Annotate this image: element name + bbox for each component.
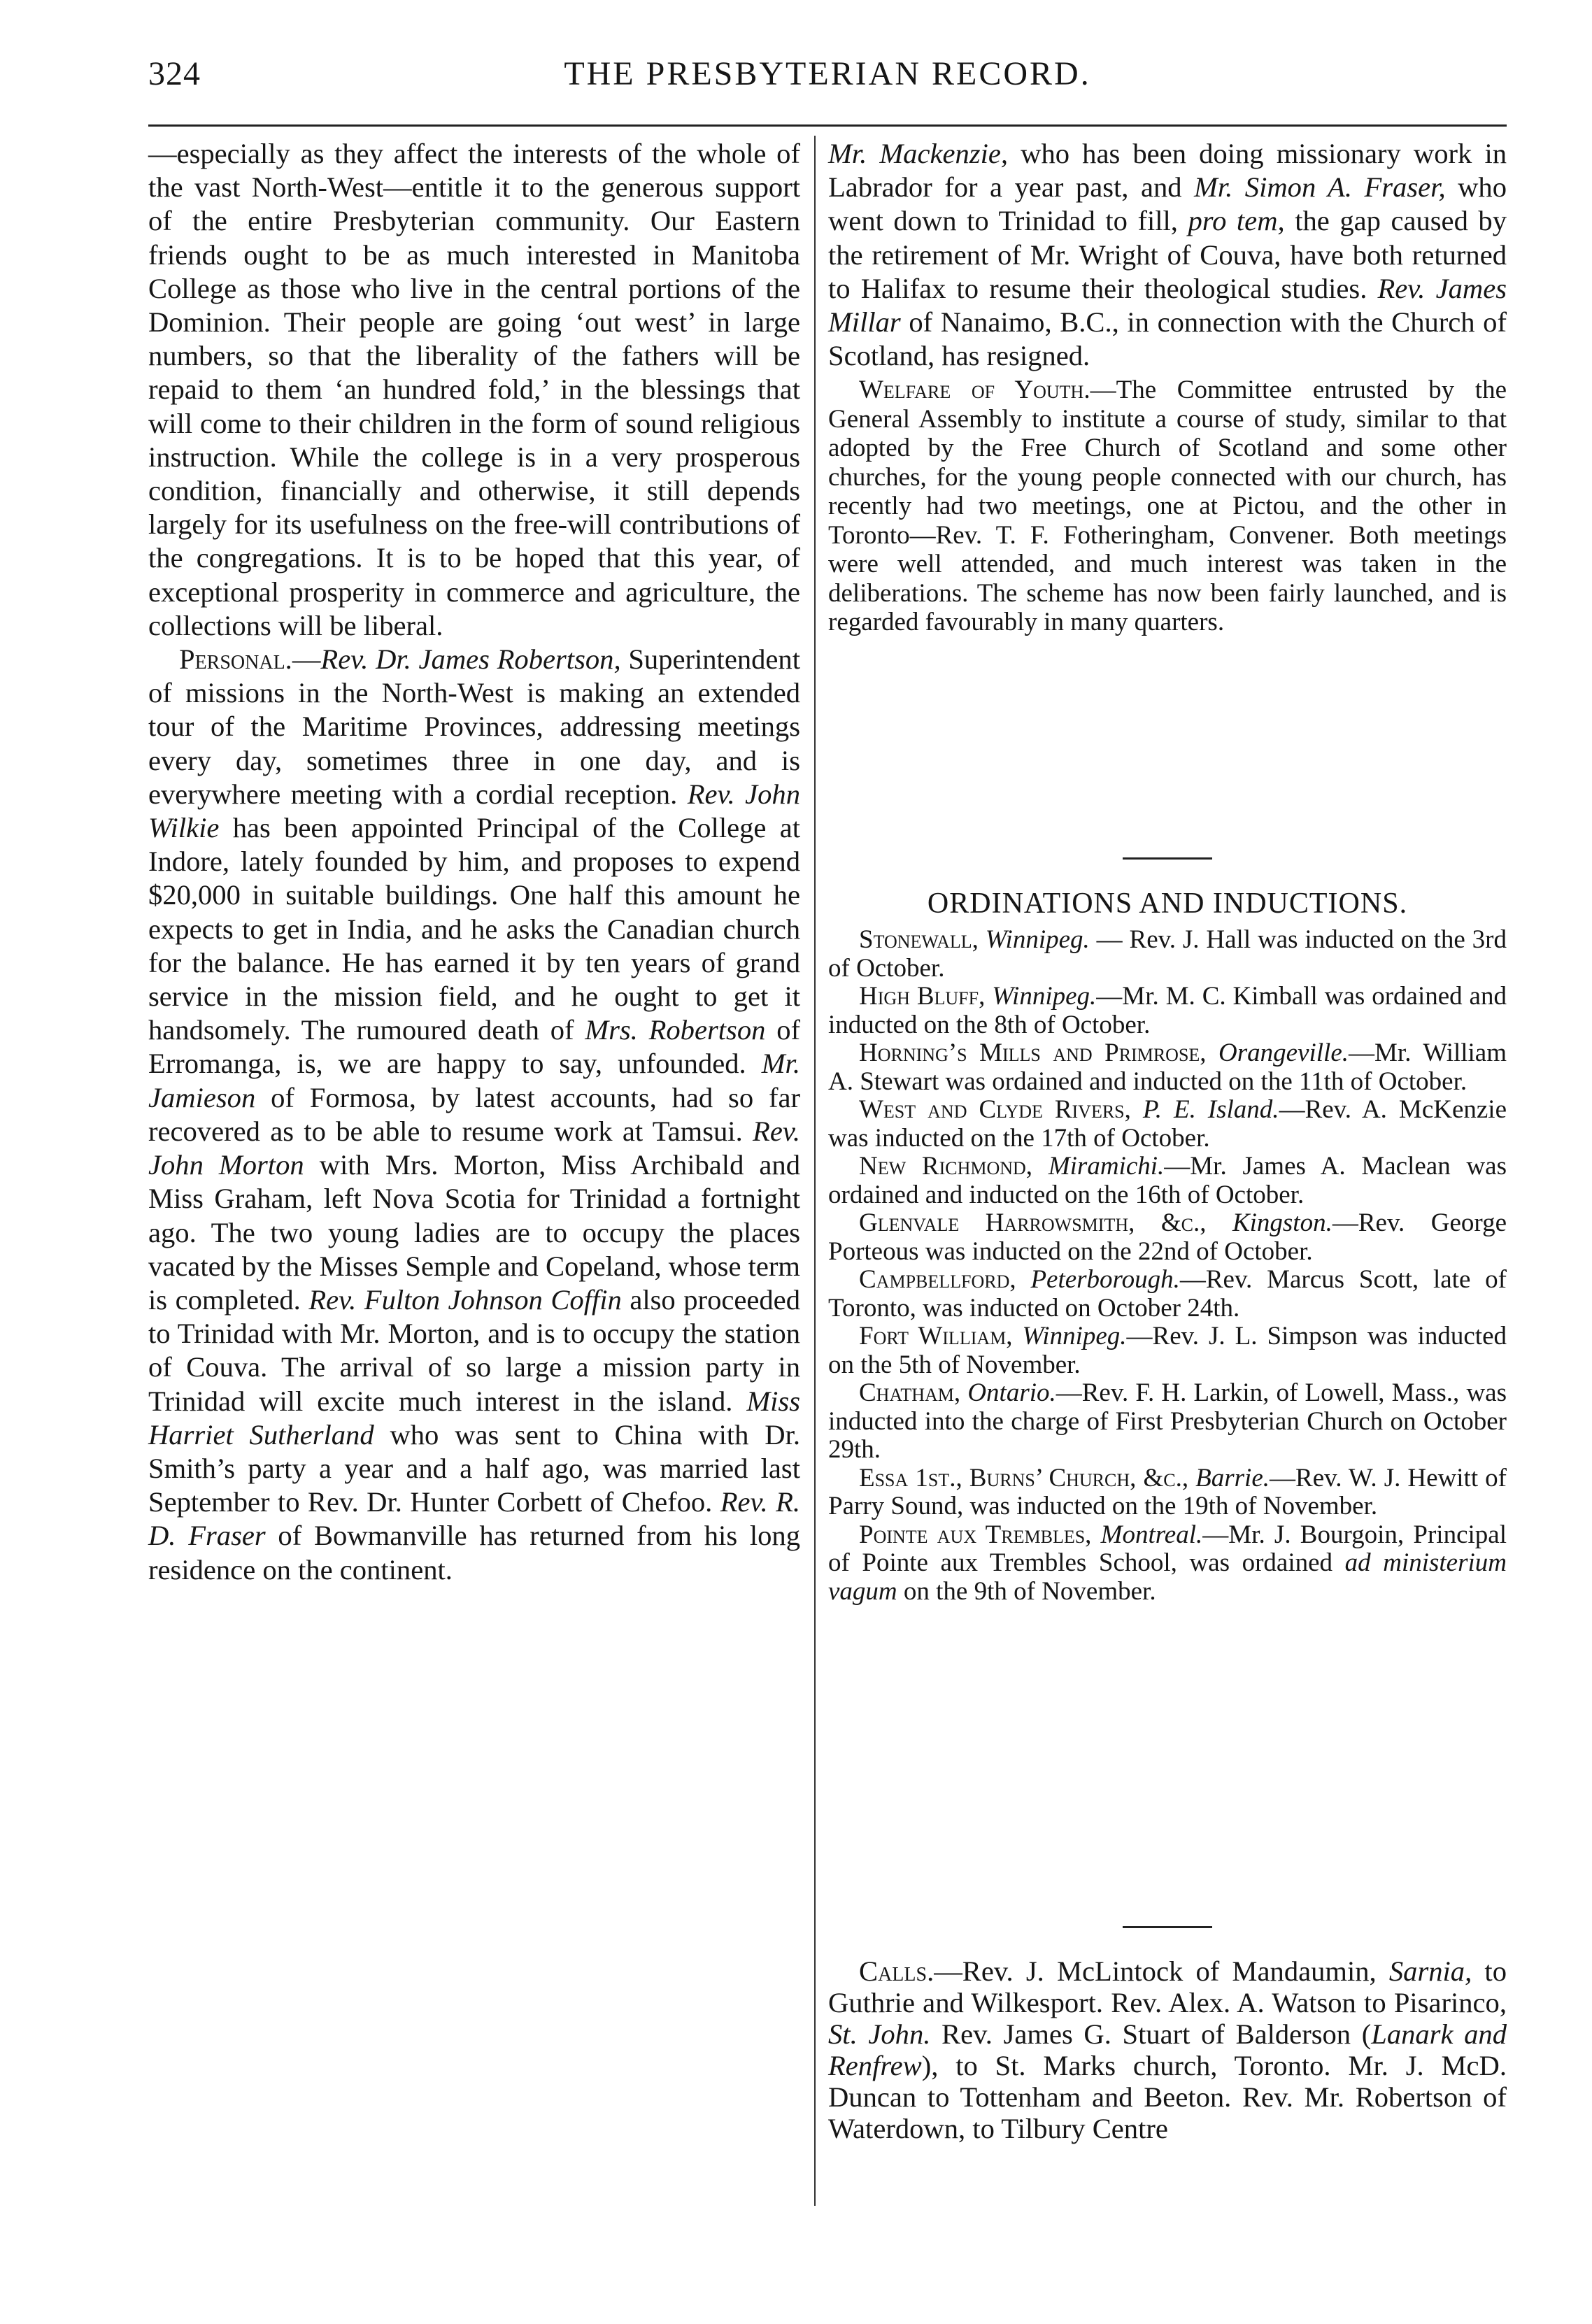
ordination-text: —Mr. William A. Stewart was ordained and inducted on the 11th of October. bbox=[828, 1039, 1507, 1096]
personal-name-coffin: Rev. Fulton Johnson Coffin bbox=[308, 1283, 622, 1316]
personal-name-fraser: Rev. R. D. Fraser bbox=[148, 1486, 801, 1552]
ordination-item bbox=[828, 1039, 1507, 1096]
ordination-text: —Rev. J. L. Simpson was inducted on the 5th of November. bbox=[828, 1322, 1507, 1379]
personal-name-morton: Rev. John Morton bbox=[148, 1115, 800, 1181]
ordination-presbytery: P. E. Island. bbox=[1142, 1095, 1279, 1124]
welfare-paragraph bbox=[828, 376, 1507, 637]
continuation-text: who went down to Trinidad to fill, bbox=[828, 171, 1507, 237]
ordination-text: —Rev. W. J. Hewitt of Parry Sound, was inducted on the 19th of November. bbox=[828, 1463, 1507, 1520]
ordination-place: Fort William, bbox=[859, 1322, 1013, 1350]
personal-text: also proceeded to Trinidad with Mr. Morton, and is to occupy the station of Couva. The arrival of so large a mission party in Trinidad will excite much interest in the island. bbox=[148, 1283, 800, 1417]
name-millar: Rev. James Millar bbox=[828, 272, 1507, 338]
ordination-item bbox=[828, 1266, 1507, 1323]
personal-text: who was sent to China with Dr. Smith’s party a year and a half ago, was married last September to Rev. Dr. Hunter Corbett of Chefoo. bbox=[148, 1418, 800, 1518]
calls-text: —Rev. J. McLintock of Mandaumin, bbox=[934, 1955, 1389, 1987]
ordination-place: Chatham, bbox=[859, 1378, 961, 1407]
personal-heading: Personal. bbox=[179, 643, 292, 676]
welfare-heading: Welfare of Youth. bbox=[859, 376, 1090, 405]
calls-text: to Guthrie and Wilkesport. Rev. Alex. A. Watson to Pisarinco, bbox=[828, 1955, 1507, 2018]
ordination-place: Campbellford, bbox=[859, 1265, 1016, 1294]
section-rule bbox=[1123, 1926, 1212, 1928]
ordination-text: —Mr. M. C. Kimball was ordained and inducted on the 8th of October. bbox=[828, 982, 1507, 1039]
continuation-text: of Nanaimo, B.C., in connection with the Church of Scotland, has resigned. bbox=[828, 306, 1507, 372]
calls-text: Rev. James G. Stuart of Balderson ( bbox=[930, 2018, 1372, 2050]
personal-name-sutherland: Miss Harriet Sutherland bbox=[148, 1385, 800, 1450]
column-divider bbox=[814, 136, 816, 2206]
ordination-presbytery: Kingston. bbox=[1232, 1209, 1332, 1237]
personal-name-wilkie: Rev. John Wilkie bbox=[148, 778, 800, 844]
right-top-block bbox=[828, 137, 1507, 637]
ordinations-section bbox=[828, 885, 1507, 1606]
left-column bbox=[148, 137, 800, 1587]
ordination-presbytery: Miramichi. bbox=[1048, 1152, 1165, 1181]
ordination-place: Glenvale Harrowsmith, &c., bbox=[859, 1209, 1207, 1237]
journal-title: THE PRESBYTERIAN RECORD. bbox=[564, 55, 1091, 92]
ordination-presbytery: Orangeville. bbox=[1218, 1039, 1349, 1067]
page-header bbox=[148, 50, 1507, 106]
personal-text: has been appointed Principal of the College at Indore, lately founded by him, and proposes to expend $20,000 in suitable buildings. One half this amount he expects to get in India, and he asks the Canadian church for the balance. He has earned it by ten years of grand service in the mission field, and he ought to get it handsomely. The rumoured death of bbox=[148, 812, 800, 1046]
ordination-presbytery: Barrie. bbox=[1195, 1463, 1270, 1492]
ordination-presbytery: Winnipeg. bbox=[992, 982, 1097, 1011]
calls-presbytery: Lanark and Renfrew bbox=[828, 2018, 1507, 2081]
ordination-item bbox=[828, 1096, 1507, 1153]
ordination-place: High Bluff, bbox=[859, 982, 986, 1011]
continuation-text: the gap caused by the retirement of Mr. Wright of Couva, have both returned to Halifax to resume their theological studies. bbox=[828, 205, 1507, 304]
ordination-item bbox=[828, 1209, 1507, 1266]
ordination-presbytery: Ontario. bbox=[967, 1378, 1056, 1407]
ordination-text: —Rev. George Porteous was inducted on the 22nd of October. bbox=[828, 1209, 1507, 1266]
calls-paragraph bbox=[828, 1955, 1507, 2144]
ordination-text: —Rev. A. McKenzie was inducted on the 17th of October. bbox=[828, 1095, 1507, 1153]
personal-name-robertson: Rev. Dr. James Robertson, bbox=[320, 643, 621, 676]
ordination-latin-phrase: ad ministerium vagum bbox=[828, 1548, 1507, 1606]
personal-paragraph: Personal.—Rev. Dr. James Robertson, Superintendent of missions in the North-West is making an extended tour of the Maritime Provinces, addressing meetings every day, sometimes three in one day, and is everywhere meeting with a cordial reception. Rev. John Wilkie has been appointed Principal of the College at Indore, lately founded by him, and proposes to expend $20,000 in suitable buildings. One half this amount he expects to get in India, and he asks the Canadian church for the balance. He has earned it by ten years of grand service in the mission field, and he ought to get it handsomely. The rumoured death of Mrs. Robertson of Erromanga, is, we are happy to say, unfounded. Mr. Jamieson of Formosa, by latest accounts, had so far recovered as to be able to resume work at Tamsui. Rev. John Morton with Mrs. Morton, Miss Archibald and Miss Graham, left Nova Scotia for Trinidad a fortnight ago. The two young ladies are to occupy the places vacated by the Misses Semple and Copeland, whose term is completed. Rev. Fulton Johnson Coffin also proceeded to Trinidad with Mr. Morton, and is to occupy the station of Couva. The arrival of so large a mission party in Trinidad will excite much interest in the island. Miss Harriet Sutherland who was sent to China with Dr. Smith’s party a year and a half ago, was married last September to Rev. Dr. Hunter Corbett of Chefoo. Rev. R. D. Fraser of Bowmanville has returned from his long residence on the continent. bbox=[148, 643, 801, 1585]
ordination-item bbox=[828, 1153, 1507, 1209]
personal-text: of Bowmanville has returned from his long residence on the continent. bbox=[148, 1520, 801, 1585]
ordinations-list bbox=[828, 926, 1507, 1606]
ordination-text: —Mr. James A. Maclean was ordained and inducted on the 16th of October. bbox=[828, 1152, 1507, 1209]
ordination-text: — Rev. J. Hall was inducted on the 3rd of October. bbox=[828, 925, 1507, 983]
ordination-text: —Mr. J. Bourgoin, Principal of Pointe aux Trembles School, was ordained bbox=[828, 1520, 1507, 1577]
continuation-text: who has been doing missionary work in Labrador for a year past, and bbox=[828, 138, 1507, 204]
name-simon-fraser: Mr. Simon A. Fraser, bbox=[1194, 171, 1446, 204]
personal-text: with Mrs. Morton, Miss Archibald and Miss Graham, left Nova Scotia for Trinidad a fortnight ago. The two young ladies are to occupy the places vacated by the Misses Semple and Copeland, whose term is completed. bbox=[148, 1149, 800, 1316]
calls-heading: Calls. bbox=[859, 1955, 934, 1987]
ordination-place: West and Clyde Rivers, bbox=[859, 1095, 1131, 1124]
calls-presbytery: Sarnia, bbox=[1388, 1955, 1472, 1987]
college-paragraph: —especially as they affect the interests of the whole of the vast North-West—entitle it to the generous support of the entire Presbyterian community. Our Eastern friends ought to be as much interested in Manitoba College as those who live in the central portions of the Dominion. Their people are going ‘out west’ in large numbers, so that the liberality of the fathers will be repaid to them ‘an hundred fold,’ in the blessings that will come to their children in the form of sound religious instruction. While the college is in a very prosperous condition, financially and otherwise, it still depends largely for its usefulness on the free-will contributions of the congregations. It is to be hoped that this year, of exceptional prosperity in commerce and agriculture, the collections will be liberal. bbox=[148, 138, 800, 641]
ordination-presbytery: Winnipeg. bbox=[985, 925, 1090, 954]
ordination-item bbox=[828, 1379, 1507, 1464]
name-mackenzie: Mr. Mackenzie, bbox=[828, 138, 1009, 169]
calls-text: ), to St. Marks church, Toronto. Mr. J. McD. Duncan to Tottenham and Beeton. Rev. Mr. Robertson of Waterdown, to Tilbury Centre bbox=[828, 2050, 1507, 2144]
ordination-item bbox=[828, 1521, 1507, 1606]
ordination-text: —Rev. F. H. Larkin, of Lowell, Mass., was inducted into the charge of First Presbyterian Church on October 29th. bbox=[828, 1378, 1507, 1464]
ordination-place: Pointe aux Trembles, bbox=[859, 1520, 1092, 1549]
personal-name-jamieson: Mr. Jamieson bbox=[148, 1048, 800, 1113]
ordination-text: on the 9th of November. bbox=[897, 1576, 1156, 1606]
personal-name-mrs-robertson: Mrs. Robertson bbox=[585, 1014, 766, 1046]
page-number: 324 bbox=[148, 55, 201, 92]
welfare-text: —The Committee entrusted by the General Assembly to institute a course of study, similar to that adopted by the Free Church of Scotland and some other churches, for the young people connected with our church, has recently had two meetings, one at Pictou, and the other in Toronto—Rev. T. F. Fotheringham, Convener. Both meetings were well attended, and much interest was taken in the deliberations. The scheme has now been fairly launched, and is regarded favourably in many quarters. bbox=[828, 376, 1507, 637]
personal-text: of Formosa, by latest accounts, had so far recovered as to be able to resume work at Tamsui. bbox=[148, 1081, 800, 1147]
continuation-paragraph bbox=[828, 137, 1507, 373]
personal-text: of Erromanga, is, we are happy to say, unfounded. bbox=[148, 1014, 801, 1080]
ordination-text: —Rev. Marcus Scott, late of Toronto, was inducted on October 24th. bbox=[828, 1265, 1507, 1323]
ordination-item bbox=[828, 1464, 1507, 1521]
ordination-place: Stonewall, bbox=[859, 925, 979, 954]
ordination-presbytery: Winnipeg. bbox=[1022, 1322, 1127, 1350]
ordination-place: New Richmond, bbox=[859, 1152, 1033, 1181]
header-rule bbox=[148, 124, 1507, 127]
ordinations-title: ORDINATIONS AND INDUCTIONS. bbox=[927, 887, 1408, 920]
personal-text: Superintendent of missions in the North-West is making an extended tour of the Maritime Provinces, addressing meetings every day, sometimes three in one day, and is everywhere meeting with a cordial reception. bbox=[148, 643, 800, 810]
section-rule bbox=[1123, 857, 1212, 860]
ordination-item bbox=[828, 983, 1507, 1039]
ordination-item bbox=[828, 1323, 1507, 1379]
calls-section bbox=[828, 1955, 1507, 2144]
calls-presbytery: St. John. bbox=[828, 2018, 931, 2050]
ordination-presbytery: Peterborough. bbox=[1030, 1265, 1180, 1294]
ordination-item bbox=[828, 926, 1507, 983]
ordination-presbytery: Montreal. bbox=[1100, 1520, 1203, 1549]
pro-tem: pro tem, bbox=[1188, 205, 1285, 237]
ordination-place: Essa 1st., Burns’ Church, &c., bbox=[859, 1463, 1189, 1492]
ordination-place: Horning’s Mills and Primrose, bbox=[859, 1039, 1207, 1067]
